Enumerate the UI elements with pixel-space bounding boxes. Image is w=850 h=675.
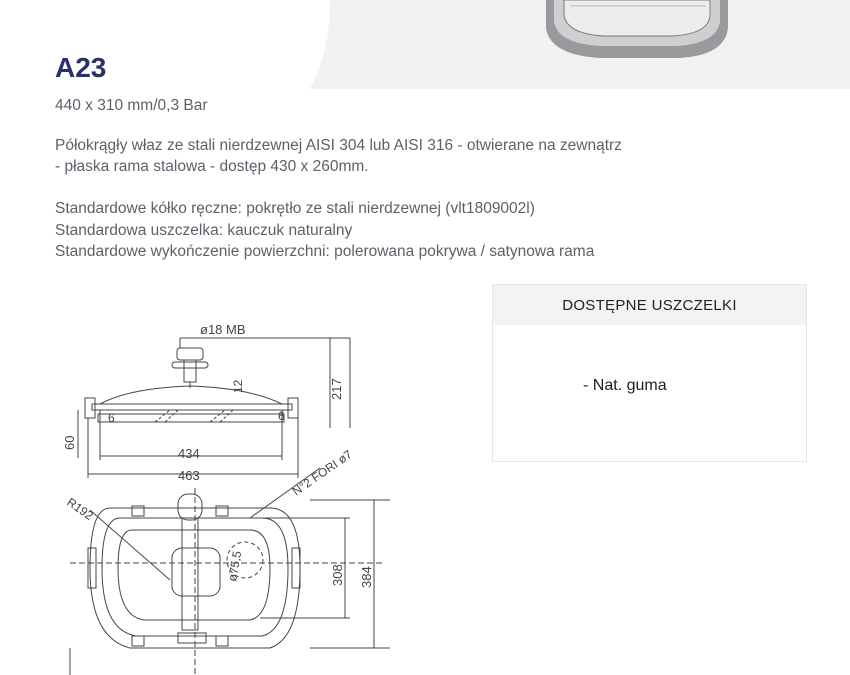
dim-384: 384 (359, 566, 374, 588)
product-photo (540, 0, 735, 62)
dim-434: 434 (178, 446, 200, 461)
dim-diameter: ø75,5 (225, 549, 245, 583)
standard-handwheel: Standardowe kółko ręczne: pokrętło ze stali nierdzewnej (vlt1809002l) (55, 200, 535, 217)
product-spec: 440 x 310 mm/0,3 Bar (55, 97, 208, 114)
dim-12: 12 (231, 379, 245, 393)
product-code: A23 (55, 52, 107, 83)
description-line: Półokrągły właz ze stali nierdzewnej AISI 304 lub AISI 316 - otwierane na zewnątrz (55, 137, 622, 154)
dim-bolt: ø18 MB (200, 322, 246, 337)
dim-6-right: 6 (278, 409, 285, 423)
dim-radius: R192 (64, 494, 96, 523)
standard-features (55, 198, 755, 263)
dim-6-left: 6 (108, 411, 115, 425)
seal-item: - Nat. guma (583, 377, 667, 394)
dim-holes: N°2 FORI ø7 (289, 447, 355, 499)
available-seals-box (492, 284, 807, 462)
product-description (55, 135, 755, 177)
dim-60: 60 (62, 435, 77, 450)
dim-463: 463 (178, 468, 200, 483)
standard-finish: Standardowe wykończenie powierzchni: polerowana pokrywa / satynowa rama (55, 243, 595, 260)
technical-drawing (60, 318, 390, 675)
dim-308: 308 (330, 564, 345, 586)
standard-gasket: Standardowa uszczelka: kauczuk naturalny (55, 221, 353, 239)
seals-header: DOSTĘPNE USZCZELKI (493, 285, 806, 325)
dim-217: 217 (329, 378, 344, 400)
description-line: - płaska rama stalowa - dostęp 430 x 260mm. (55, 158, 369, 175)
